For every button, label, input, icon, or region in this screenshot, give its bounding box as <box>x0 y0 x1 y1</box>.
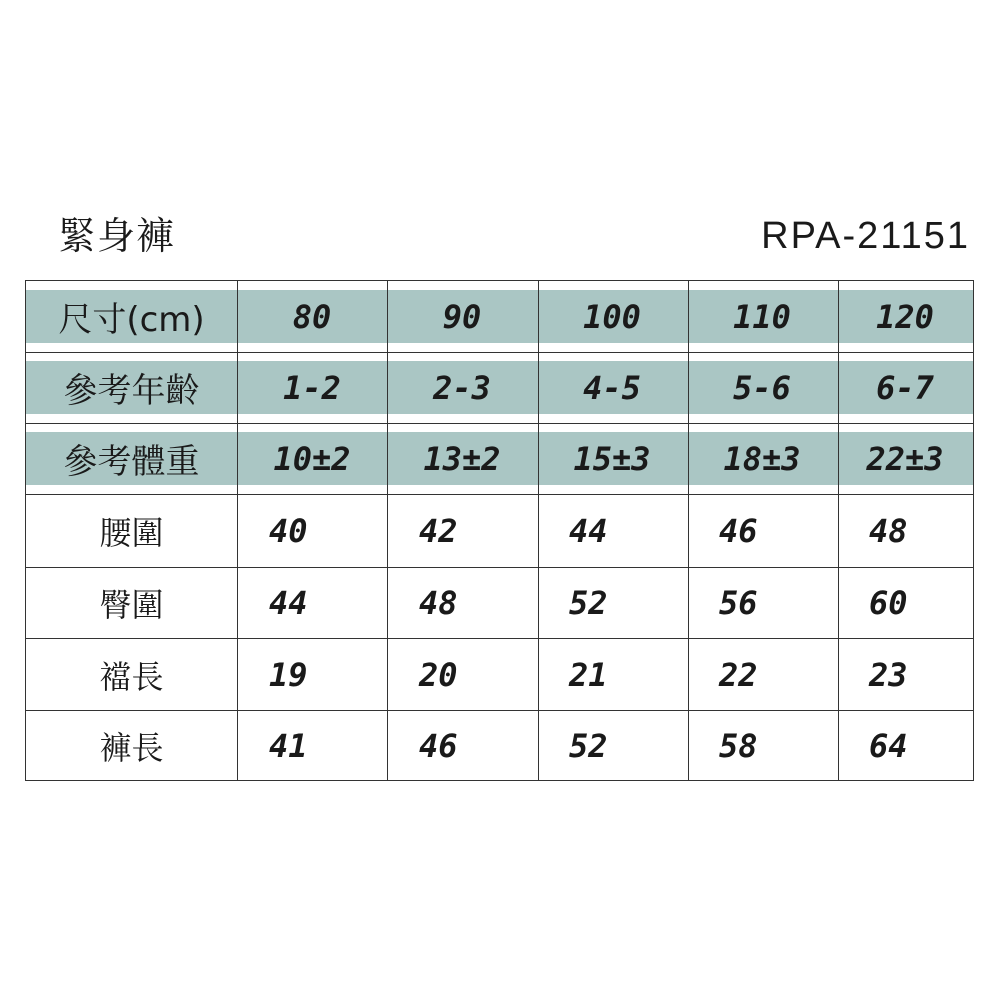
measurement-value: 20 <box>419 655 458 694</box>
age-value: 5-6 <box>733 368 791 407</box>
measurement-value: 21 <box>569 655 608 694</box>
age-value: 2-3 <box>433 368 491 407</box>
age-value: 6-7 <box>876 368 934 407</box>
measurement-value: 56 <box>719 584 758 622</box>
grid-line <box>26 423 973 424</box>
measurement-value: 40 <box>269 512 308 550</box>
measurement-value: 52 <box>569 584 608 622</box>
size-value: 90 <box>442 297 482 336</box>
age-label: 參考年齡 <box>63 371 200 411</box>
measurement-value: 44 <box>569 512 608 550</box>
measurement-value: 48 <box>869 512 908 550</box>
age-value: 1-2 <box>283 368 341 407</box>
size-value: 100 <box>583 297 641 336</box>
weight-label: 參考體重 <box>63 442 200 482</box>
weight-value: 22±3 <box>866 439 944 478</box>
measurement-value: 52 <box>569 727 608 765</box>
size-value: 120 <box>876 297 934 336</box>
row-label: 臀圍 <box>99 586 164 624</box>
size-table <box>25 280 974 781</box>
row-label: 襠長 <box>99 657 164 696</box>
measurement-value: 19 <box>269 655 308 694</box>
measurement-value: 22 <box>719 655 758 694</box>
size-value: 80 <box>292 297 332 336</box>
measurement-value: 46 <box>419 727 458 765</box>
measurement-value: 58 <box>719 727 758 765</box>
measurement-value: 42 <box>419 512 458 550</box>
table-row <box>26 495 973 567</box>
measurement-value: 48 <box>419 584 458 622</box>
weight-value: 18±3 <box>723 439 801 478</box>
table-row <box>26 639 973 710</box>
weight-value: 15±3 <box>573 439 651 478</box>
measurement-value: 60 <box>869 584 908 622</box>
weight-value: 10±2 <box>273 439 351 478</box>
age-value: 4-5 <box>583 368 641 407</box>
grid-line <box>26 352 973 353</box>
size-value: 110 <box>733 297 791 336</box>
size-label: 尺寸(cm) <box>58 300 205 340</box>
measurement-value: 64 <box>869 727 908 765</box>
product-title: 緊身褲 <box>58 214 176 258</box>
product-code: RPA-21151 <box>761 215 970 257</box>
table-row <box>26 568 973 638</box>
measurement-value: 44 <box>269 584 308 622</box>
measurement-value: 23 <box>869 655 908 694</box>
measurement-value: 41 <box>269 727 308 765</box>
weight-row <box>26 432 973 485</box>
row-label: 褲長 <box>99 729 164 767</box>
measurement-value: 46 <box>719 512 758 550</box>
weight-value: 13±2 <box>423 439 501 478</box>
age-row <box>26 361 973 414</box>
size-row <box>26 290 973 343</box>
table-row <box>26 711 973 781</box>
row-label: 腰圍 <box>99 514 164 552</box>
